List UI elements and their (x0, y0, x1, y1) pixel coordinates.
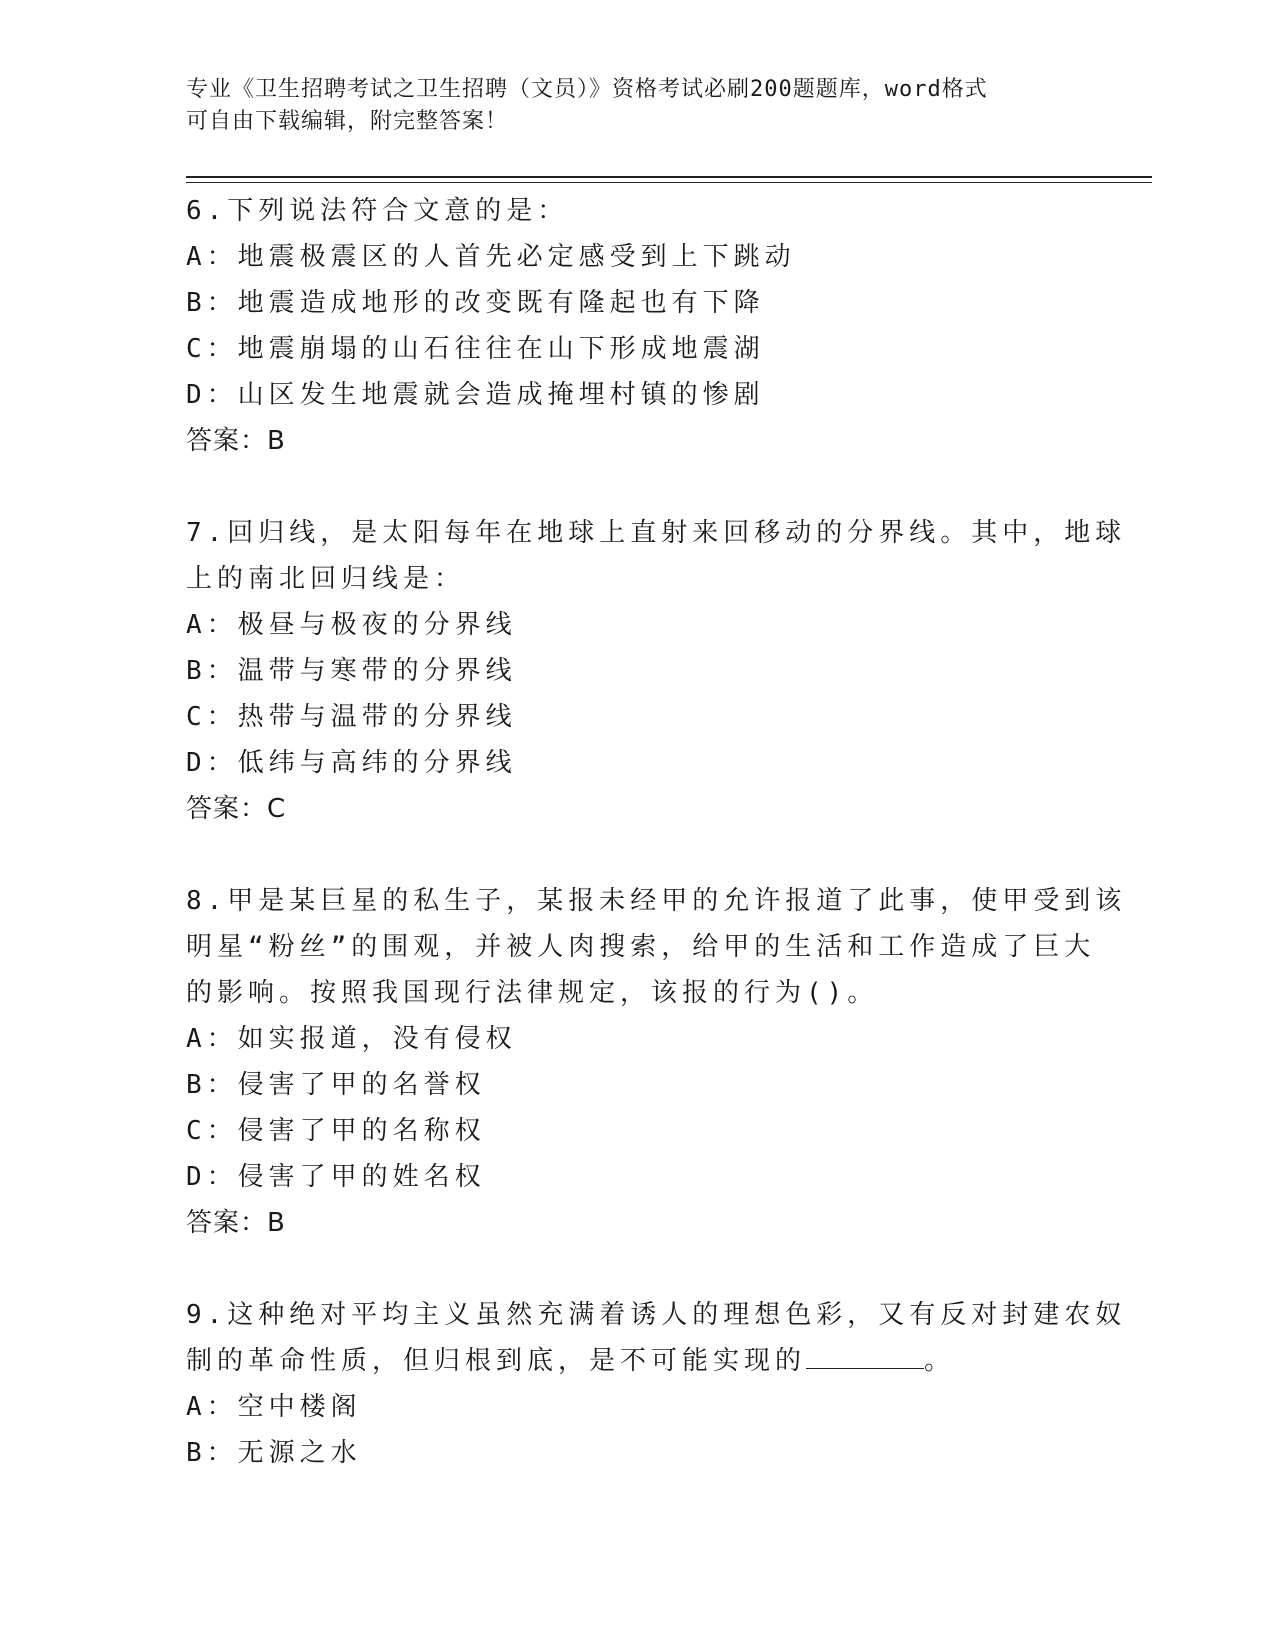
option-d: D：山区发生地震就会造成掩埋村镇的惨剧 (186, 380, 765, 410)
question-stem-text: 制的革命性质，但归根到底，是不可能实现的 (186, 1346, 807, 1376)
option-a: A：极昼与极夜的分界线 (186, 610, 517, 640)
option-b: B：无源之水 (186, 1438, 362, 1468)
option-b: B：侵害了甲的名誉权 (186, 1070, 486, 1100)
option-a: A：空中楼阁 (186, 1392, 362, 1422)
question-stem: 9.这种绝对平均主义虽然充满着诱人的理想色彩，又有反对封建农奴 (186, 1300, 1127, 1330)
answer-label: 答案：C (186, 794, 287, 824)
answer-label: 答案：B (186, 426, 286, 456)
question-stem: 8.甲是某巨星的私生子，某报未经甲的允许报道了此事，使甲受到该 (186, 886, 1127, 916)
question-list (186, 188, 1127, 1476)
option-c: C：侵害了甲的名称权 (186, 1116, 486, 1146)
header-title-line-2: 可自由下载编辑，附完整答案！ (186, 109, 509, 134)
header-divider-thin (186, 182, 1152, 183)
question-stem: 的影响。按照我国现行法律规定，该报的行为()。 (186, 978, 879, 1008)
fill-in-blank (806, 1338, 924, 1369)
option-c: C：热带与温带的分界线 (186, 702, 517, 732)
question-9 (186, 1292, 1127, 1476)
spacer (186, 1246, 1086, 1292)
option-c: C：地震崩塌的山石往往在山下形成地震湖 (186, 334, 765, 364)
option-b: B：地震造成地形的改变既有隆起也有下降 (186, 288, 765, 318)
option-a: A：地震极震区的人首先必定感受到上下跳动 (186, 242, 796, 272)
question-8 (186, 878, 1127, 1246)
option-a: A：如实报道，没有侵权 (186, 1024, 517, 1054)
header-divider-thick (186, 176, 1152, 178)
option-d: D：低纬与高纬的分界线 (186, 748, 517, 778)
question-stem: 上的南北回归线是： (186, 564, 466, 594)
question-stem: 7.回归线，是太阳每年在地球上直射来回移动的分界线。其中，地球 (186, 518, 1127, 548)
question-stem: 明星“粉丝”的围观，并被人肉搜索，给甲的生活和工作造成了巨大 (186, 932, 1096, 962)
spacer (186, 832, 1086, 878)
question-6 (186, 188, 1086, 464)
spacer (186, 464, 1086, 510)
question-stem: 6.下列说法符合文意的是： (186, 196, 569, 226)
question-stem-tail: 。 (924, 1346, 956, 1376)
question-stem-with-blank (186, 1338, 1086, 1384)
option-b: B：温带与寒带的分界线 (186, 656, 517, 686)
answer-label: 答案：B (186, 1208, 286, 1238)
header-title-line-1: 专业《卫生招聘考试之卫生招聘（文员）》资格考试必刷200题题库，word格式 (186, 77, 988, 102)
question-7 (186, 510, 1127, 832)
document-header (186, 74, 1066, 138)
option-d: D：侵害了甲的姓名权 (186, 1162, 486, 1192)
